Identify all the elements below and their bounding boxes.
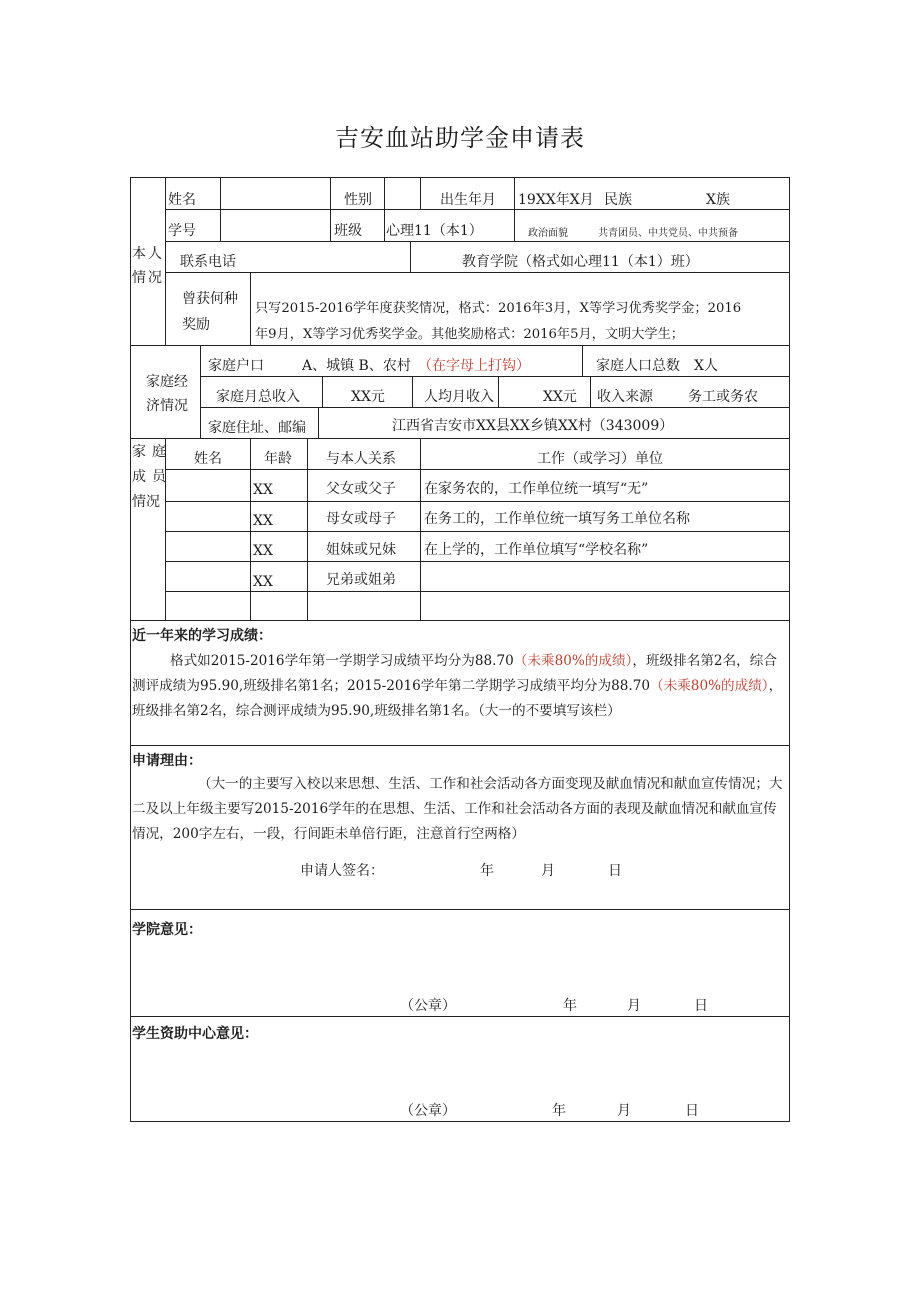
signature-label: 申请人签名： xyxy=(300,863,384,879)
family-header-name: 姓名 xyxy=(194,451,222,467)
population-value[interactable]: X人 xyxy=(694,358,718,374)
political-label: 政治面貌 xyxy=(528,228,568,239)
family-header-relation: 与本人关系 xyxy=(326,451,396,467)
form-title: 吉安血站助学金申请表 xyxy=(335,124,585,152)
grades-body[interactable] xyxy=(132,649,788,724)
income-source-value[interactable]: 务工或务农 xyxy=(688,389,758,405)
family-row-relation[interactable]: 母女或母子 xyxy=(326,511,396,527)
household-label: 家庭户口 xyxy=(208,358,264,374)
college-year[interactable]: 年 xyxy=(563,998,577,1014)
awards-line-2[interactable]: 年9月，X等学习优秀奖学金。其他奖励格式：2016年5月，文明大学生； xyxy=(255,327,684,342)
economy-section-label-1: 家庭经 xyxy=(146,374,188,390)
center-seal: （公章） xyxy=(400,1103,456,1119)
family-row-relation[interactable] xyxy=(310,600,418,616)
center-opinion-field[interactable] xyxy=(134,1050,784,1094)
family-section-label-2: 成员 xyxy=(132,469,172,485)
student-id-label: 学号 xyxy=(168,223,196,239)
center-opinion-heading: 学生资助中心意见： xyxy=(132,1026,258,1042)
population-label: 家庭人口总数 xyxy=(596,358,680,374)
family-row-name[interactable] xyxy=(168,564,248,589)
monthly-income-value[interactable]: XX元 xyxy=(351,389,385,405)
monthly-income-label: 家庭月总收入 xyxy=(216,389,300,405)
family-header-work: 工作（或学习）单位 xyxy=(537,451,663,467)
per-capita-label: 人均月收入 xyxy=(424,389,494,405)
family-row-age[interactable]: XX xyxy=(253,543,273,559)
family-row-age[interactable]: XX xyxy=(253,574,273,590)
personal-section-label: 本人情况 xyxy=(132,246,164,286)
family-row-name[interactable] xyxy=(168,594,248,618)
family-header-age: 年龄 xyxy=(264,451,292,467)
household-note: （在字母上打钩） xyxy=(418,358,530,374)
family-row-work[interactable]: 在务工的，工作单位统一填写务工单位名称 xyxy=(424,511,690,527)
grades-note-1: （未乘80%的成绩） xyxy=(513,653,633,669)
family-row-work[interactable] xyxy=(424,572,784,588)
family-section-label-1: 家庭 xyxy=(132,444,172,460)
grades-text-2: ，班级排名第2名，综合测评成绩为95.90,班级排名第1名；2015-2016学年第二学期学习成绩平均分为88.70 xyxy=(132,653,777,694)
center-day[interactable]: 日 xyxy=(685,1103,699,1119)
signature-day[interactable]: 日 xyxy=(608,863,622,879)
family-row-work[interactable]: 在上学的，工作单位填写“学校名称” xyxy=(424,542,649,558)
grades-text-3: ，班级排名第2名，综合测评成绩为95.90,班级排名第1名。（大一的不要填写该栏） xyxy=(132,678,783,719)
grades-heading: 近一年来的学习成绩： xyxy=(132,628,272,644)
name-field[interactable] xyxy=(222,180,328,208)
family-section-label-3: 情况 xyxy=(132,494,160,510)
household-options[interactable]: A、城镇 B、农村 xyxy=(302,358,411,374)
income-source-label: 收入来源 xyxy=(597,389,653,405)
family-row-name[interactable] xyxy=(168,504,248,529)
family-row-age[interactable]: XX xyxy=(253,513,273,529)
family-row-age[interactable] xyxy=(253,600,305,616)
family-row-age[interactable]: XX xyxy=(253,482,273,498)
family-row-name[interactable] xyxy=(168,472,248,499)
family-row-relation[interactable]: 父女或父子 xyxy=(326,481,396,497)
student-id-field[interactable] xyxy=(222,212,328,240)
gender-label: 性别 xyxy=(344,192,372,208)
name-label: 姓名 xyxy=(168,192,196,208)
college-value[interactable]: 教育学院（格式如心理11（本1）班） xyxy=(462,254,699,270)
awards-line-1[interactable]: 只写2015-2016学年度获奖情况，格式：2016年3月，X等学习优秀奖学金；2016 xyxy=(255,301,742,316)
college-seal: （公章） xyxy=(400,998,456,1014)
reason-heading: 申请理由： xyxy=(132,753,202,769)
birth-label: 出生年月 xyxy=(440,192,496,208)
grades-text-1: 格式如2015-2016学年第一学期学习成绩平均分为88.70 xyxy=(170,653,514,669)
phone-label: 联系电话 xyxy=(180,254,236,270)
per-capita-value[interactable]: XX元 xyxy=(543,389,577,405)
ethnicity-value[interactable]: X族 xyxy=(706,192,730,208)
college-opinion-heading: 学院意见： xyxy=(132,922,202,938)
signature-month[interactable]: 月 xyxy=(541,863,555,879)
college-opinion-field[interactable] xyxy=(134,945,784,985)
family-row-name[interactable] xyxy=(168,534,248,559)
center-year[interactable]: 年 xyxy=(552,1103,566,1119)
awards-label-1: 曾获何种 xyxy=(182,291,238,307)
center-month[interactable]: 月 xyxy=(617,1103,631,1119)
family-row-work[interactable]: 在家务农的，工作单位统一填写“无” xyxy=(424,481,649,497)
economy-section-label-2: 济情况 xyxy=(146,398,188,414)
family-row-relation[interactable]: 姐妹或兄妹 xyxy=(326,542,396,558)
reason-body[interactable]: （大一的主要写入校以来思想、生活、工作和社会活动各方面变现及献血情况和献血宣传情况；大二及以上年级主要写2015-2016学年的在思想、生活、工作和社会活动各方面的表现及献血情况和献血宣传情况，200字左右，一段，行间距未单倍行距，注意首行空两格） xyxy=(132,776,783,842)
political-value[interactable]: 共青团员、中共党员、中共预备 xyxy=(598,228,738,239)
family-row-work[interactable] xyxy=(424,600,784,616)
awards-label-2: 奖励 xyxy=(182,317,210,333)
gender-field[interactable] xyxy=(386,180,418,208)
address-value[interactable]: 江西省吉安市XX县XX乡镇XX村（343009） xyxy=(392,418,674,434)
address-label: 家庭住址、邮编 xyxy=(208,420,306,436)
grades-note-2: （未乘80%的成绩） xyxy=(650,678,769,694)
class-value[interactable]: 心理11（本1） xyxy=(386,223,483,239)
class-label: 班级 xyxy=(334,223,362,239)
ethnicity-label: 民族 xyxy=(604,192,632,208)
family-row-relation[interactable]: 兄弟或姐弟 xyxy=(326,572,396,588)
college-day[interactable]: 日 xyxy=(694,998,708,1014)
signature-year[interactable]: 年 xyxy=(480,863,494,879)
college-month[interactable]: 月 xyxy=(627,998,641,1014)
birth-value[interactable]: 19XX年X月 xyxy=(518,192,594,208)
